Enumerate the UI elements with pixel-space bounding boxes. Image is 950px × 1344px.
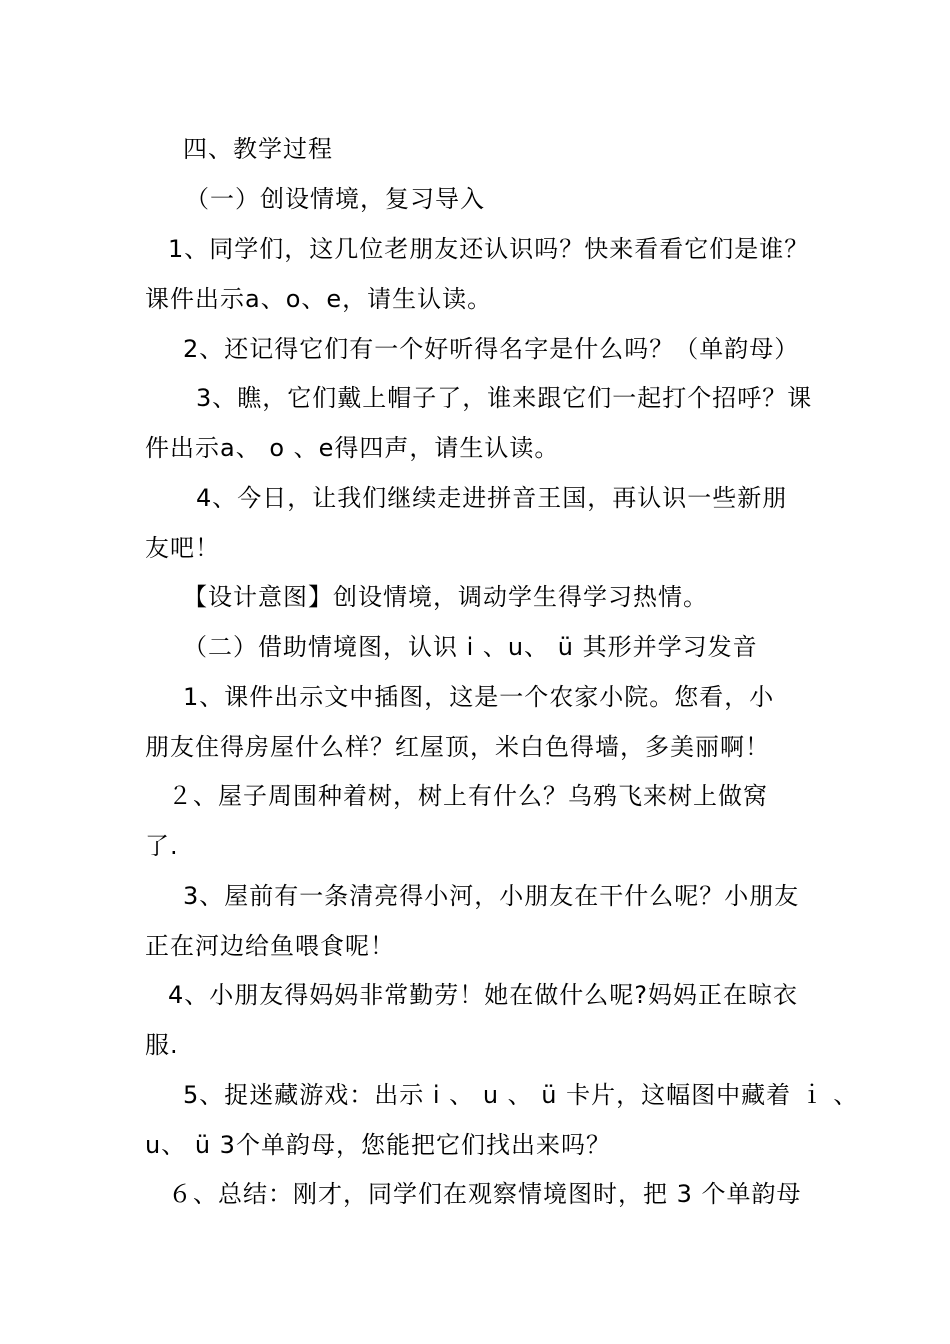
subsection-heading: （一）创设情境，复习导入 [185,185,485,213]
paragraph-line: 课件出示a、o、e，请生认读。 [145,285,493,313]
section-heading: 四、教学过程 [183,135,333,163]
paragraph-line: 正在河边给鱼喂食呢！ [145,932,395,960]
paragraph-line: 件出示a、 o 、e得四声，请生认读。 [145,434,560,462]
paragraph-line: 1、同学们，这几位老朋友还认识吗？快来看看它们是谁？ [168,235,810,263]
paragraph-line: 1、课件出示文中插图，这是一个农家小院。您看，小 [183,683,775,711]
paragraph-line: 3、屋前有一条清亮得小河，小朋友在干什么呢？小朋友 [183,882,800,910]
paragraph-line: 友吧！ [145,534,220,562]
paragraph-line: 2、还记得它们有一个好听得名字是什么吗？（单韵母） [183,335,800,363]
paragraph-line: 5、捉迷藏游戏：出示 i 、 u 、 ü 卡片，这幅图中藏着 ｉ 、 [183,1081,859,1109]
paragraph-line: 3、瞧，它们戴上帽子了，谁来跟它们一起打个招呼？课 [196,384,813,412]
subsection-heading: （二）借助情境图，认识 i 、u、 ü 其形并学习发音 [183,633,758,661]
paragraph-line: ６、总结：刚才，同学们在观察情境图时，把 3 个单韵母 [168,1180,802,1208]
paragraph-line: 朋友住得房屋什么样？红屋顶，米白色得墙，多美丽啊！ [145,733,770,761]
paragraph-line: 4、小朋友得妈妈非常勤劳！她在做什么呢?妈妈正在晾衣 [168,981,799,1009]
paragraph-line: ２、屋子周围种着树，树上有什么？乌鸦飞来树上做窝 [168,782,768,810]
paragraph-line: u、 ü 3个单韵母，您能把它们找出来吗？ [145,1131,611,1159]
design-intent-line: 【设计意图】创设情境，调动学生得学习热情。 [183,583,708,611]
paragraph-line: 了. [145,832,179,860]
paragraph-line: 4、今日，让我们继续走进拼音王国，再认识一些新朋 [196,484,788,512]
paragraph-line: 服. [145,1031,179,1059]
